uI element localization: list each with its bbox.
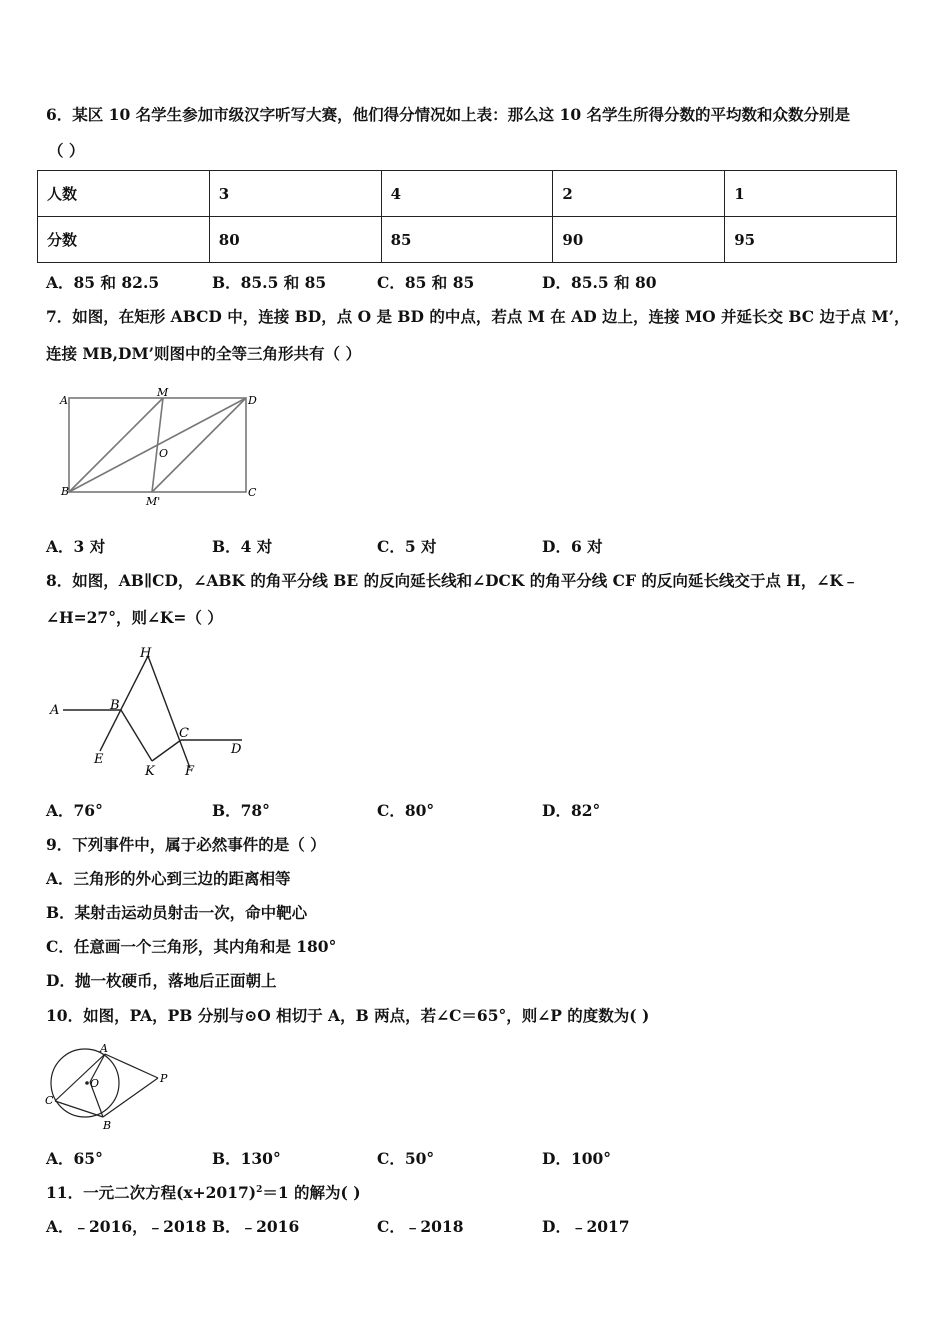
label-c: C bbox=[179, 726, 189, 741]
q9-option-a[interactable]: A．三角形的外心到三边的距离相等 bbox=[46, 869, 291, 888]
q11-options bbox=[46, 1215, 906, 1237]
q8-text-line1: 8．如图，AB∥CD，∠ABK 的角平分线 BE 的反向延长线和∠DCK 的角平分线 CF 的反向延长线交于点 H，∠K﹣ bbox=[46, 571, 859, 590]
option-b[interactable]: B．85.5 和 85 bbox=[212, 273, 327, 292]
q10-text-line1: 10．如图，PA，PB 分别与⊙O 相切于 A，B 两点，若∠C＝65°，则∠P 的度数为( ) bbox=[46, 1006, 650, 1025]
q10-circle-tangent-figure bbox=[42, 1040, 177, 1135]
q6-options bbox=[46, 271, 906, 293]
option-b[interactable]: B．78° bbox=[212, 801, 270, 820]
label-e: E bbox=[94, 752, 104, 767]
q11-equation-suffix: ＝1 的解为( ) bbox=[262, 1183, 361, 1202]
center-dot bbox=[85, 1081, 89, 1085]
table-cell: 90 bbox=[553, 217, 725, 263]
option-c[interactable]: C．80° bbox=[377, 801, 435, 820]
q11-equation-prefix: 11．一元二次方程(x+2017) bbox=[46, 1183, 257, 1202]
label-b: B bbox=[61, 485, 70, 498]
label-k: K bbox=[145, 764, 155, 779]
q7-text-line1: 7．如图，在矩形 ABCD 中，连接 BD，点 O 是 BD 的中点，若点 M 在 AD 边上，连接 MO 并延长交 BC 边于点 M’， bbox=[46, 307, 910, 326]
table-cell: 85 bbox=[381, 217, 553, 263]
option-d[interactable]: D．82° bbox=[542, 801, 601, 820]
option-b[interactable]: B．130° bbox=[212, 1149, 281, 1168]
q8-options bbox=[46, 799, 906, 821]
q9-option-d[interactable]: D．抛一枚硬币，落地后正面朝上 bbox=[46, 971, 277, 990]
option-c[interactable]: C．85 和 85 bbox=[377, 273, 475, 292]
option-a[interactable]: A．76° bbox=[46, 801, 103, 820]
table-cell: 4 bbox=[381, 171, 553, 217]
option-a[interactable]: A．85 和 82.5 bbox=[46, 273, 160, 292]
option-b[interactable]: B．﹣2016 bbox=[212, 1217, 300, 1236]
q9-option-c[interactable]: C．任意画一个三角形，其内角和是 180° bbox=[46, 937, 337, 956]
option-d[interactable]: D．85.5 和 80 bbox=[542, 273, 657, 292]
q7-text-line2: 连接 MB,DM’则图中的全等三角形共有（ ） bbox=[46, 344, 361, 363]
table-row bbox=[38, 171, 897, 217]
label-m-prime: M' bbox=[146, 495, 161, 508]
option-a[interactable]: A．65° bbox=[46, 1149, 103, 1168]
label-d: D bbox=[231, 742, 242, 757]
q9-text-line1: 9．下列事件中，属于必然事件的是（ ） bbox=[46, 835, 326, 854]
label-m: M bbox=[157, 386, 169, 399]
option-d[interactable]: D．﹣2017 bbox=[542, 1217, 630, 1236]
table-cell: 80 bbox=[209, 217, 381, 263]
q7-options bbox=[46, 535, 906, 557]
table-cell: 分数 bbox=[38, 217, 210, 263]
label-o: O bbox=[90, 1077, 100, 1090]
q10-options bbox=[46, 1147, 906, 1169]
label-b: B bbox=[110, 698, 120, 713]
q8-text-line2: ∠H=27°，则∠K=（ ） bbox=[46, 608, 223, 627]
table-cell: 3 bbox=[209, 171, 381, 217]
label-o: O bbox=[159, 447, 169, 460]
label-b: B bbox=[103, 1119, 112, 1132]
table-cell: 1 bbox=[725, 171, 897, 217]
option-c[interactable]: C．50° bbox=[377, 1149, 435, 1168]
option-b[interactable]: B．4 对 bbox=[212, 537, 273, 556]
option-c[interactable]: C．5 对 bbox=[377, 537, 437, 556]
label-a: A bbox=[60, 394, 68, 407]
q6-score-table bbox=[37, 170, 897, 263]
q8-parallel-lines-figure bbox=[45, 643, 255, 788]
label-a: A bbox=[50, 703, 60, 718]
table-cell: 2 bbox=[553, 171, 725, 217]
q6-text-line2: （ ） bbox=[48, 141, 85, 160]
option-a[interactable]: A．﹣2016，﹣2018 bbox=[46, 1217, 207, 1236]
option-d[interactable]: D．6 对 bbox=[542, 537, 603, 556]
q11-text-line1 bbox=[46, 1181, 361, 1203]
label-c: C bbox=[248, 486, 257, 499]
table-cell: 人数 bbox=[38, 171, 210, 217]
table-cell: 95 bbox=[725, 217, 897, 263]
label-a: A bbox=[100, 1042, 108, 1055]
option-c[interactable]: C．﹣2018 bbox=[377, 1217, 464, 1236]
q7-rectangle-figure bbox=[55, 383, 270, 513]
table-row bbox=[38, 217, 897, 263]
label-f: F bbox=[185, 764, 195, 779]
label-c: C bbox=[45, 1094, 54, 1107]
option-a[interactable]: A．3 对 bbox=[46, 537, 106, 556]
q9-option-b[interactable]: B．某射击运动员射击一次，命中靶心 bbox=[46, 903, 308, 922]
label-p: P bbox=[160, 1072, 168, 1085]
option-d[interactable]: D．100° bbox=[542, 1149, 612, 1168]
q11-exponent: 2 bbox=[256, 1184, 263, 1195]
label-d: D bbox=[248, 394, 257, 407]
q6-text-line1: 6．某区 10 名学生参加市级汉字听写大赛，他们得分情况如上表：那么这 10 名学生所得分数的平均数和众数分别是 bbox=[46, 105, 851, 124]
label-h: H bbox=[140, 646, 152, 661]
